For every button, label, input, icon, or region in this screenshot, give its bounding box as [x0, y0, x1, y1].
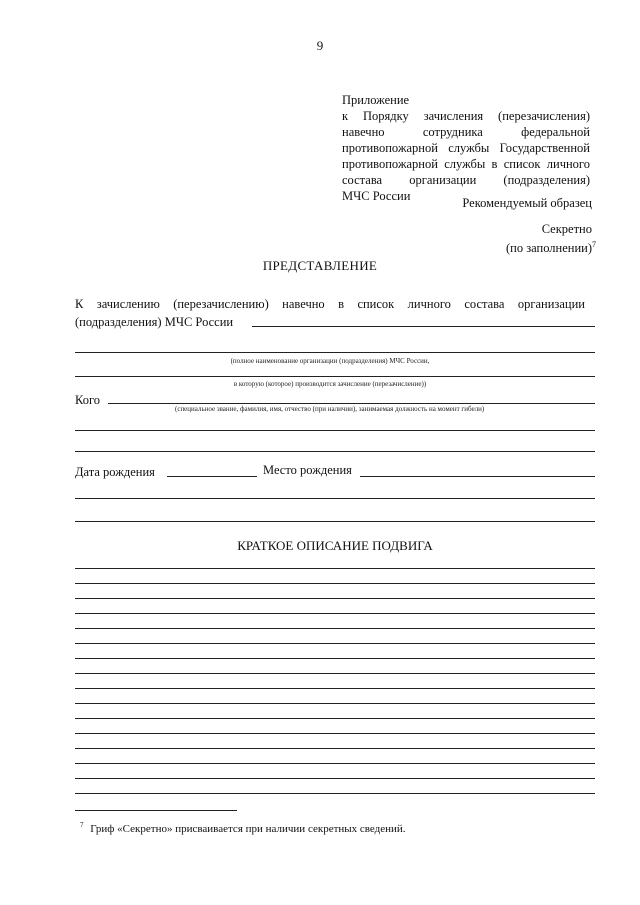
fill-line-extra-2: [75, 521, 595, 522]
recommended-sample: Рекомендуемый образец: [462, 196, 592, 210]
description-line: [75, 688, 595, 689]
hint-who: (специальное звание, фамилия, имя, отчество (при наличии), занимаемая должность на момент гибели): [175, 405, 485, 413]
description-line: [75, 778, 595, 779]
fill-line-org-2: [75, 376, 595, 377]
hint-org-name: (полное наименование организации (подразделения) МЧС России,: [230, 357, 430, 365]
intro-word: К: [75, 297, 84, 311]
fill-line-unit: [252, 326, 595, 327]
fill-line-extra: [75, 498, 595, 499]
fill-line-birth-date: [167, 476, 257, 477]
fill-line-org: [75, 352, 595, 353]
footnote: [80, 818, 406, 836]
secret-note-text: (по заполнении): [505, 241, 592, 256]
appendix-line: противопожарной службы в список личного: [342, 157, 590, 171]
description-line: [75, 568, 595, 569]
appendix-line: навечно сотрудника федеральной: [342, 125, 590, 139]
intro-word: навечно: [282, 297, 325, 311]
fill-line-birth-place: [360, 476, 595, 477]
description-line: [75, 748, 595, 749]
appendix-line: состава организации (подразделения): [342, 173, 590, 187]
intro-line-2: (подразделения) МЧС России: [75, 315, 234, 329]
appendix-line: противопожарной службы Государственной: [342, 141, 590, 155]
footnote-separator: [75, 810, 237, 811]
description-line: [75, 613, 595, 614]
label-birth-date: Дата рождения: [75, 465, 155, 479]
page-number: 9: [316, 38, 324, 53]
hint-org-enroll: в которую (которое) производится зачисление (перезачисление)): [233, 380, 427, 388]
description-line: [75, 643, 595, 644]
description-line: [75, 673, 595, 674]
appendix-line: Приложение: [342, 93, 410, 107]
description-line: [75, 763, 595, 764]
intro-word: список: [357, 297, 395, 311]
intro-line-1: [75, 296, 585, 312]
secret-note: [506, 237, 596, 256]
appendix-line: МЧС России: [342, 189, 411, 203]
secret-label: Секретно: [541, 222, 592, 236]
footnote-ref: 7: [592, 240, 596, 249]
fill-line-who: [108, 403, 595, 404]
description-line: [75, 658, 595, 659]
intro-word: организации: [517, 297, 585, 311]
fill-line-who-3: [75, 451, 595, 452]
footnote-mark: 7: [80, 821, 84, 829]
appendix-line: к Порядку зачисления (перезачисления): [342, 109, 590, 123]
description-line: [75, 793, 595, 794]
appendix-block: [342, 92, 590, 204]
intro-word: личного: [407, 297, 451, 311]
description-line: [75, 703, 595, 704]
description-line: [75, 583, 595, 584]
intro-word: зачислению: [96, 297, 160, 311]
fill-line-who-2: [75, 430, 595, 431]
description-line: [75, 733, 595, 734]
description-line: [75, 628, 595, 629]
description-line: [75, 598, 595, 599]
label-birth-place: Место рождения: [263, 463, 352, 477]
label-who: Кого: [75, 393, 101, 407]
intro-word: в: [338, 297, 345, 311]
section-title: КРАТКОЕ ОПИСАНИЕ ПОДВИГА: [237, 538, 433, 553]
footnote-text: Гриф «Секретно» присваивается при наличии секретных сведений.: [90, 822, 406, 835]
document-title: ПРЕДСТАВЛЕНИЕ: [262, 258, 378, 273]
intro-word: (перезачислению): [173, 297, 269, 311]
intro-word: состава: [464, 297, 505, 311]
description-line: [75, 718, 595, 719]
